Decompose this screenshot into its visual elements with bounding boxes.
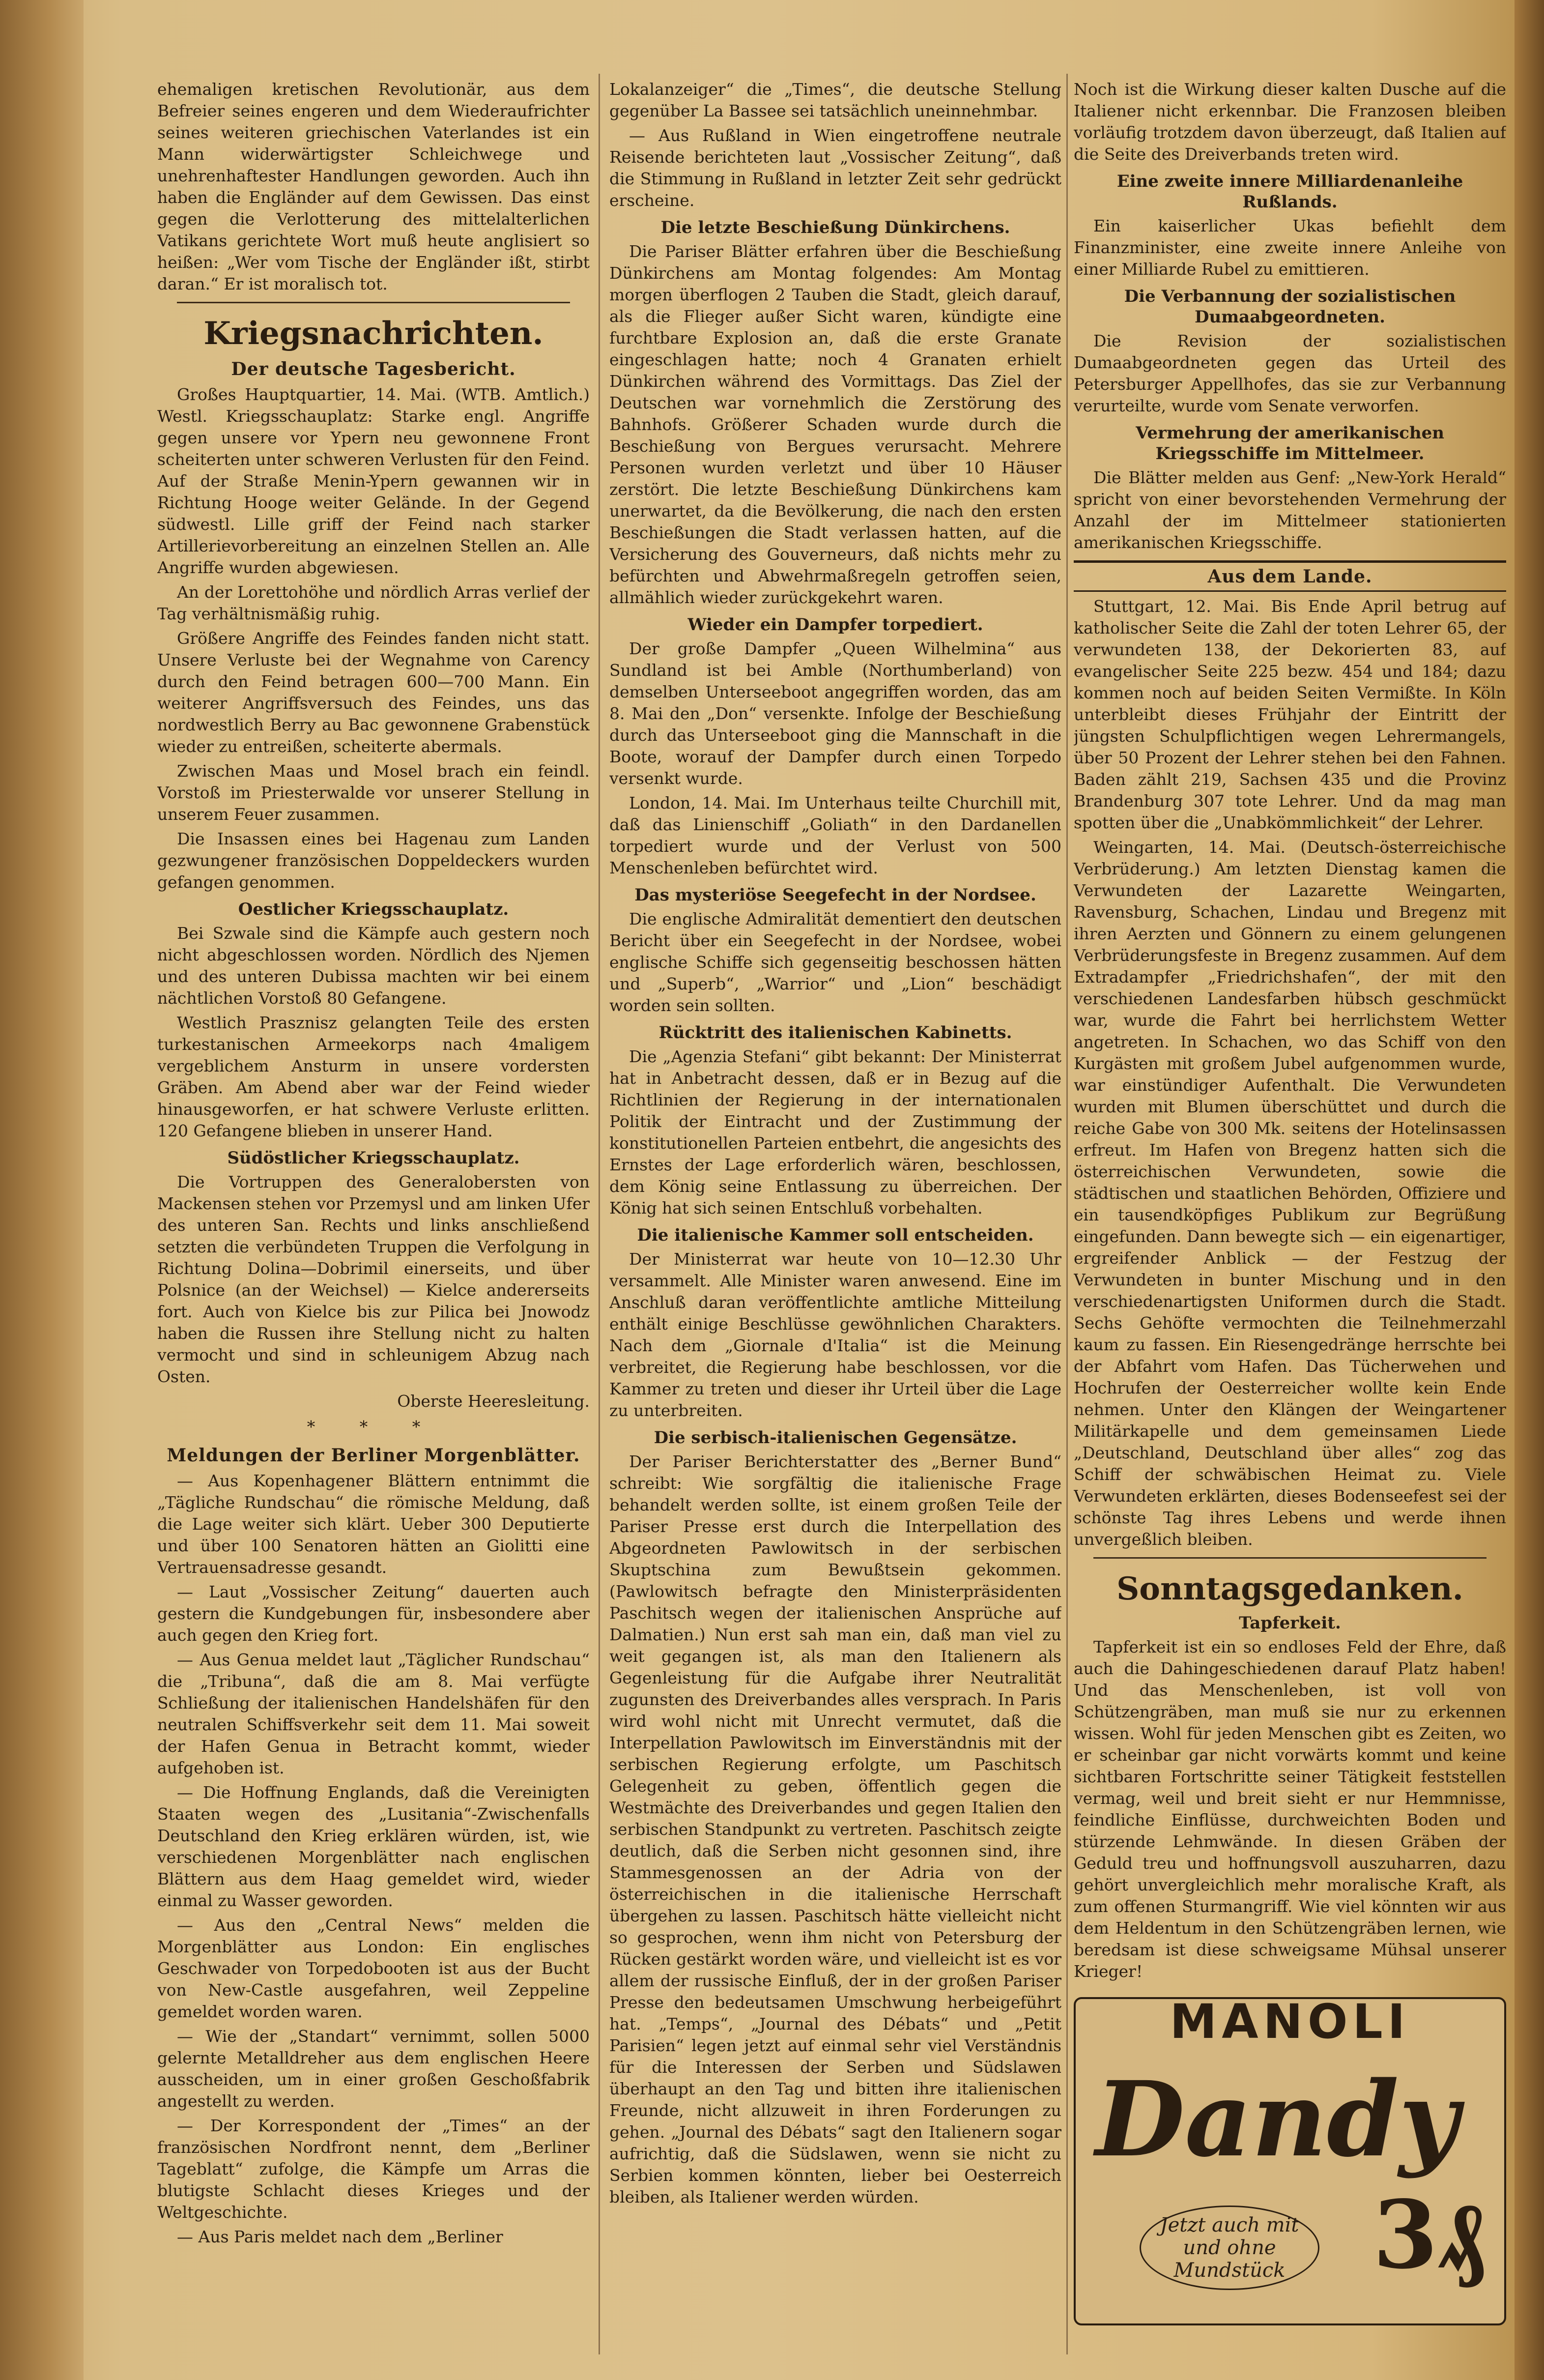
ad-tagline: Jetzt auch mit und ohne Mundstück [1140, 2206, 1319, 2290]
article-paragraph: Die Vortruppen des Generalobersten von Mackensen stehen vor Przemysl und am linken Ufer des unteren San. Rechts und links anschließend setzten die verbündeten Truppen die Verfolgung in Richtung Dolina—Dobrimil einerseits, und über Polsnice (an der Weichsel) — Kielce andererseits fort. Auch von Kielce bis zur Pilica bei Jnowodz haben die Russen ihre Stellung nicht zu halten vermocht und sind in schleunigem Abzug nach Osten. [157, 1172, 590, 1386]
article-heading: Oestlicher Kriegsschauplatz. [238, 900, 509, 919]
article-paragraph: Lokalanzeiger“ die „Times“, die deutsche Stellung gegenüber La Bassee sei tatsächlich uneinnehmbar. [609, 80, 1061, 120]
article-paragraph: Großes Hauptquartier, 14. Mai. (WTB. Amtlich.) Westl. Kriegsschauplatz: Starke engl. Angriffe gegen unsere vor Ypern neu gewonnene Front scheiterten unter schweren Verlusten für den Feind. Auf der Straße Menin-Ypern gewannen wir in Richtung Hooge weiter Gelände. In der Gegend südwestl. Lille griff der Feind nach starker Artillerievorbereitung an einzelnen Stellen an. Alle Angriffe wurden abgewiesen. [157, 385, 590, 577]
article-heading: Eine zweite innere Milliardenanleihe Rußlands. [1116, 172, 1463, 212]
article-heading: Das mysteriöse Seegefecht in der Nordsee. [634, 885, 1036, 905]
page-edge [1515, 0, 1544, 2380]
section-title: Sonntagsgedanken. [1116, 1570, 1463, 1607]
article-paragraph: London, 14. Mai. Im Unterhaus teilte Churchill mit, daß das Linienschiff „Goliath“ in den Dardanellen torpediert wurde und der Verlust von 500 Menschenleben befürchtet wird. [609, 793, 1061, 877]
divider [177, 302, 570, 303]
article-paragraph: Die englische Admiralität dementiert den deutschen Bericht über ein Seegefecht in der Nordsee, wobei englische Schiffe sich gegenseitig beschossen hätten und „Superb“, „Warrior“ und „Lion“ beschädigt worden sein sollten. [609, 909, 1061, 1015]
article-paragraph: An der Lorettohöhe und nördlich Arras verlief der Tag verhältnismäßig ruhig. [157, 582, 590, 623]
article-heading: Die Verbannung der sozialistischen Dumaabgeordneten. [1124, 287, 1456, 327]
article-paragraph: — Aus Genua meldet laut „Täglicher Rundschau“ die „Tribuna“, daß die am 8. Mai verfügte Schließung der italienischen Handelshäfen für den neutralen Schiffsverkehr seit dem 11. Mai soweit der Hafen Genua in Betracht kommt, wieder aufgehoben ist. [157, 1650, 590, 1777]
article-paragraph: — Aus Kopenhagener Blättern entnimmt die „Tägliche Rundschau“ die römische Meldung, daß die Lage weiter sich klärt. Ueber 300 Deputierte und über 100 Senatoren hätten an Giolitti eine Vertrauensadresse gesandt. [157, 1471, 590, 1577]
article-paragraph: Bei Szwale sind die Kämpfe auch gestern noch nicht abgeschlossen worden. Nördlich des Njemen und des unteren Dubissa machten wir bei einem nächtlichen Vorstoß 80 Gefangene. [157, 924, 590, 1008]
article-paragraph: — Aus den „Central News“ melden die Morgenblätter aus London: Ein englisches Geschwader von Torpedobooten ist aus der Bucht von New-Castle ausgefahren, weil Zeppeline gemeldet worden waren. [157, 1916, 590, 2021]
article-heading: Südöstlicher Kriegsschauplatz. [227, 1148, 520, 1168]
column-left [157, 79, 590, 2350]
article-paragraph: Der Pariser Berichterstatter des „Berner Bund“ schreibt: Wie sorgfältig die italienische Frage behandelt werden sollte, ist einem großen Teile der Pariser Presse erst durch die Interpellation des Abgeordneten Pawlowitsch in der serbischen Skuptschina zum Bewußtsein gekommen. (Pawlowitsch befragte den Ministerpräsidenten Paschitsch wegen der italienischen Ansprüche auf Dalmatien.) Nun erst sah man ein, daß man viel zu weit gegangen ist, als man den Italienern als Gegenleistung für die Aufgabe ihrer Neutralität zugunsten des Dreiverbandes alles versprach. In Paris wird wohl nicht mit Unrecht vermutet, daß die Interpellation Pawlowitsch im Einverständnis mit der serbischen Regierung erfolgte, um Paschitsch Gelegenheit zu geben, öffentlich gegen die Westmächte des Dreiverbandes und gegen Italien den serbischen Standpunkt zu vertreten. Paschitsch zeigte deutlich, daß die Serben nicht gesonnen sind, ihre Stammesgenossen an der Adria von der österreichischen in die italienische Herrschaft übergehen zu lassen. Paschitsch hätte vielleicht nicht so gesprochen, wenn ihm nicht von Petersburg der Rücken gestärkt worden wäre, und vielleicht ist es vor allem der russische Einfluß, der in der großen Pariser Presse den bedeutsamen Umschwung herbeigeführt hat. „Temps“, „Journal des Débats“ und „Petit Parisien“ legen jetzt auf einmal sehr viel Verständnis für die Interessen der Serben und Südslawen überhaupt an den Tag und bitten ihre italienischen Freunde, nicht allzuweit in ihren Forderungen zu gehen. „Journal des Débats“ sagt den Italienern sogar aufrichtig, daß die Südslawen, wenn sie nicht zu Serbien kommen könnten, lieber bei Oesterreich bleiben, als Italiener werden würden. [609, 1452, 1061, 2206]
article-heading: Rücktritt des italienischen Kabinetts. [658, 1023, 1012, 1043]
article-heading: Meldungen der Berliner Morgenblätter. [167, 1445, 580, 1466]
article-heading: Vermehrung der amerikanischen Kriegsschiffe im Mittelmeer. [1136, 423, 1444, 464]
article-paragraph: Weingarten, 14. Mai. (Deutsch-österreichische Verbrüderung.) Am letzten Dienstag kamen die Verwundeten der Lazarette Weingarten, Ravensburg, Schachen, Lindau und Bregenz mit ihren Aerzten und Gönnern zu einem gelungenen Verbrüderungsfeste in Bregenz zusammen. Auf dem Extradampfer „Friedrichshafen“, der mit den verschiedenen Landesfarben hübsch geschmückt war, wurde die Fahrt bei herrlichstem Wetter angetreten. In Schachen, wo das Schiff von den Kurgästen mit großem Jubel aufgenommen wurde, war einstündiger Aufenthalt. Die Verwundeten wurden mit Blumen überschüttet und durch die reiche Gabe von 300 Mk. seitens der Hotelinsassen erfreut. Im Hafen von Bregenz hatten sich die österreichischen Verwundeten, sowie die städtischen und staatlichen Behörden, Offiziere und ein tausendköpfiges Publikum zur Begrüßung eingefunden. Dann bewegte sich — ein eigenartiger, ergreifender Anblick — der Festzug der Verwundeten in bunter Mischung und in den verschiedenartigsten Uniformen durch die Stadt. Sechs Gehöfte vermochten die Teilnehmerzahl kaum zu fassen. Ein Riesengedränge herrschte bei der Abfahrt vom Hafen. Das Tücherwehen und Hochrufen der Oesterreicher wollte kein Ende nehmen. Unter den Klängen der Weingartener Militärkapelle und dem gemeinsamen Liede „Deutschland, Deutschland über alles“ zog das Schiff der schwäbischen Heimat zu. Viele Verwundeten erklärten, dieses Bodenseefest sei der schönste Tag ihres Lebens und werde ihnen unvergeßlich bleiben. [1074, 838, 1506, 1549]
article-paragraph: Die Revision der sozialistischen Dumaabgeordneten gegen das Urteil des Petersburger Appellhofes, das sie zur Verbannung verurteilte, wurde vom Senate verworfen. [1074, 331, 1506, 415]
article-paragraph: Ein kaiserlicher Ukas befiehlt dem Finanzminister, eine zweite innere Anleihe von einer Milliarde Rubel zu emittieren. [1074, 216, 1506, 279]
section-title: Kriegsnachrichten. [203, 315, 543, 352]
ornament: * * * [307, 1417, 440, 1436]
article-paragraph: Stuttgart, 12. Mai. Bis Ende April betrug auf katholischer Seite die Zahl der toten Lehrer 65, der verwundeten 138, der Dekorierten 83, auf evangelischer Seite 225 bezw. 454 und 184; dazu kommen noch auf beiden Seiten Vermißte. In Köln unterbleibt dieses Frühjahr der Eintritt der jüngsten Schulpflichtigen wegen Lehrermangels, über 50 Prozent der Lehrer stehen bei den Fahnen. Baden zählt 219, Sachsen 435 und die Provinz Brandenburg 307 tote Lehrer. Und da mag man spotten über die „Unabkömmlichkeit“ der Lehrer. [1074, 597, 1506, 832]
section-title: Aus dem Lande. [1074, 560, 1506, 592]
article-paragraph: Westlich Prasznisz gelangten Teile des ersten turkestanischen Armeekorps nach 4maligem vergeblichem Ansturm in unsere vordersten Gräben. Am Abend aber war der Feind wieder hinausgeworfen, er hat schwere Verluste erlitten. 120 Gefangene blieben in unserer Hand. [157, 1013, 590, 1140]
article-paragraph: Die Pariser Blätter erfahren über die Beschießung Dünkirchens am Montag folgendes: Am Montag morgen überflogen 2 Tauben die Stadt, gleich darauf, als die Flieger außer Sicht waren, kündigte eine furchtbare Explosion an, daß die erste Granate eingeschlagen hatte; noch 4 Granaten erhielt Dünkirchen während des Vormittags. Das Ziel der Deutschen war vornehmlich die Zerstörung des Bahnhofs. Größerer Schaden wurde durch die Beschießung von Bergues verursacht. Mehrere Personen wurden verletzt und über 10 Häuser zerstört. Die letzte Beschießung Dünkirchens kam unerwartet, da die Bevölkerung, die nach den ersten Beschießungen die Stadt verlassen hatten, auf die Versicherung des Gouverneurs, daß nichts mehr zu befürchten und Abwehrmaßregeln getroffen seien, allmählich wieder zurückgekehrt waren. [609, 242, 1061, 607]
ad-brand: MANOLI [1170, 1994, 1410, 2049]
column-middle [609, 79, 1061, 2350]
article-paragraph: ehemaligen kretischen Revolutionär, aus dem Befreier seines engeren und dem Wiederaufrichter seines weiteren griechischen Vaterlandes ist ein Mann widerwärtigster Schleichwege und unehrenhaftester Handlungen geworden. Auch ihn haben die Engländer auf dem Gewissen. Das einst gegen die Verlotterung des mittelalterlichen Vatikans gerichtete Wort muß heute anglisiert so heißen: „Wer vom Tische der Engländer ißt, stirbt daran.“ Er ist moralisch tot. [157, 80, 590, 293]
article-paragraph: — Laut „Vossischer Zeitung“ dauerten auch gestern die Kundgebungen für, insbesondere aber auch gegen den Krieg fort. [157, 1582, 590, 1645]
cigarette-advertisement [1074, 1994, 1506, 2325]
article-heading: Die italienische Kammer soll entscheiden. [637, 1225, 1034, 1245]
article-paragraph: Der Ministerrat war heute von 10—12.30 Uhr versammelt. Alle Minister waren anwesend. Eine im Anschluß daran veröffentlichte amtliche Mitteilung enthält einige Beschlüsse gewöhnlichen Charakters. Nach dem „Giornale d'Italia“ ist die Meinung verbreitet, die Regierung habe beschlossen, vor die Kammer zu treten und dieser ihr Urteil über die Lage zu unterbreiten. [609, 1249, 1061, 1420]
article-heading: Tapferkeit. [1239, 1613, 1341, 1633]
signature: Oberste Heeresleitung. [397, 1392, 590, 1411]
article-heading: Der deutsche Tagesbericht. [231, 359, 516, 379]
divider [1093, 1557, 1487, 1559]
ad-price: 3₰ [1372, 2180, 1485, 2290]
article-paragraph: Die Blätter melden aus Genf: „New-York Herald“ spricht von einer bevorstehenden Vermehrung der Anzahl der im Mittelmeer stationierten amerikanischen Kriegsschiffe. [1074, 468, 1506, 552]
article-paragraph: Tapferkeit ist ein so endloses Feld der Ehre, daß auch die Dahingeschiedenen darauf Platz haben! Und das Menschenleben, ist voll von Schützengräben, man muß sie nur zu erkennen wissen. Wohl für jeden Menschen gibt es Zeiten, wo er scheinbar gar nicht vorwärts kommt und keine sichtbaren Fortschritte seiner Tätigkeit feststellen vermag, weil und breit sieht er nur Hemmnisse, feindliche Einflüsse, durchweichten Boden und stürzende Lehmwände. In diesen Gräben der Geduld treu und hoffnungsvoll auszuharren, dazu gehört unvergleichlich mehr moralische Kraft, als zum offenen Sturmangriff. Wie viel könnten wir aus dem Heldentum in den Schützengräben lernen, wie beredsam ist diese schweigsame Mühsal unserer Krieger! [1074, 1637, 1506, 1981]
article-paragraph: — Die Hoffnung Englands, daß die Vereinigten Staaten wegen des „Lusitania“-Zwischenfalls Deutschland den Krieg erklären würden, ist, wie verschiedenen Morgenblätter nach englischen Blättern aus dem Haag gemeldet wird, wieder einmal zu Wasser geworden. [157, 1783, 590, 1910]
column-rule [599, 74, 600, 2354]
article-paragraph: Der große Dampfer „Queen Wilhelmina“ aus Sundland ist bei Amble (Northumberland) von demselben Unterseeboot angegriffen worden, das am 8. Mai den „Don“ versenkte. Infolge der Beschießung durch das Unterseeboot ging die Mannschaft in die Boote, worauf der Dampfer durch einen Torpedo versenkt wurde. [609, 639, 1061, 788]
page-binding [0, 0, 84, 2380]
column-rule [1066, 74, 1068, 2354]
article-heading: Die letzte Beschießung Dünkirchens. [660, 218, 1010, 237]
ad-product-name: Dandy [1095, 2059, 1459, 2180]
article-paragraph: — Aus Rußland in Wien eingetroffene neutrale Reisende berichteten laut „Vossischer Zeitung“, daß die Stimmung in Rußland in letzter Zeit sehr gedrückt erscheine. [609, 126, 1061, 210]
article-paragraph: — Der Korrespondent der „Times“ an der französischen Nordfront nennt, dem „Berliner Tageblatt“ zufolge, die Kämpfe um Arras die blutigste Schlacht dieses Krieges und der Weltgeschichte. [157, 2116, 590, 2222]
article-heading: Wieder ein Dampfer torpediert. [687, 615, 983, 635]
article-paragraph: Zwischen Maas und Mosel brach ein feindl. Vorstoß im Priesterwalde vor unserer Stellung in unserem Feuer zusammen. [157, 761, 590, 824]
article-paragraph: Noch ist die Wirkung dieser kalten Dusche auf die Italiener nicht erkennbar. Die Franzosen bleiben vorläufig trotzdem davon überzeugt, daß Italien auf die Seite des Dreiverbands treten wird. [1074, 80, 1506, 164]
article-paragraph: Größere Angriffe des Feindes fanden nicht statt. Unsere Verluste bei der Wegnahme von Carency durch den Feind betragen 600—700 Mann. Ein weiterer Angriffsversuch des Feindes, uns das nordwestlich Berry au Bac gewonnene Grabenstück wieder zu entreißen, scheiterte abermals. [157, 629, 590, 756]
article-paragraph: — Wie der „Standart“ vernimmt, sollen 5000 gelernte Metalldreher aus dem englischen Heere ausscheiden, um in einer großen Geschoßfabrik angestellt zu werden. [157, 2027, 590, 2111]
article-paragraph: Die Insassen eines bei Hagenau zum Landen gezwungener französischen Doppeldeckers wurden gefangen genommen. [157, 829, 590, 892]
article-paragraph: — Aus Paris meldet nach dem „Berliner [177, 2227, 503, 2246]
article-paragraph: Die „Agenzia Stefani“ gibt bekannt: Der Ministerrat hat in Anbetracht dessen, daß er in Bezug auf die Richtlinien der Regierung in der internationalen Politik der Eintracht und der Zustimmung der konstitutionellen Parteien entbehrt, die angesichts des Ernstes der Lage erforderlich wären, beschlossen, dem König seine Entlassung zu überreichen. Der König hat sich seinen Entschluß vorbehalten. [609, 1047, 1061, 1218]
column-right [1074, 79, 1506, 2350]
article-heading: Die serbisch-italienischen Gegensätze. [654, 1428, 1017, 1448]
